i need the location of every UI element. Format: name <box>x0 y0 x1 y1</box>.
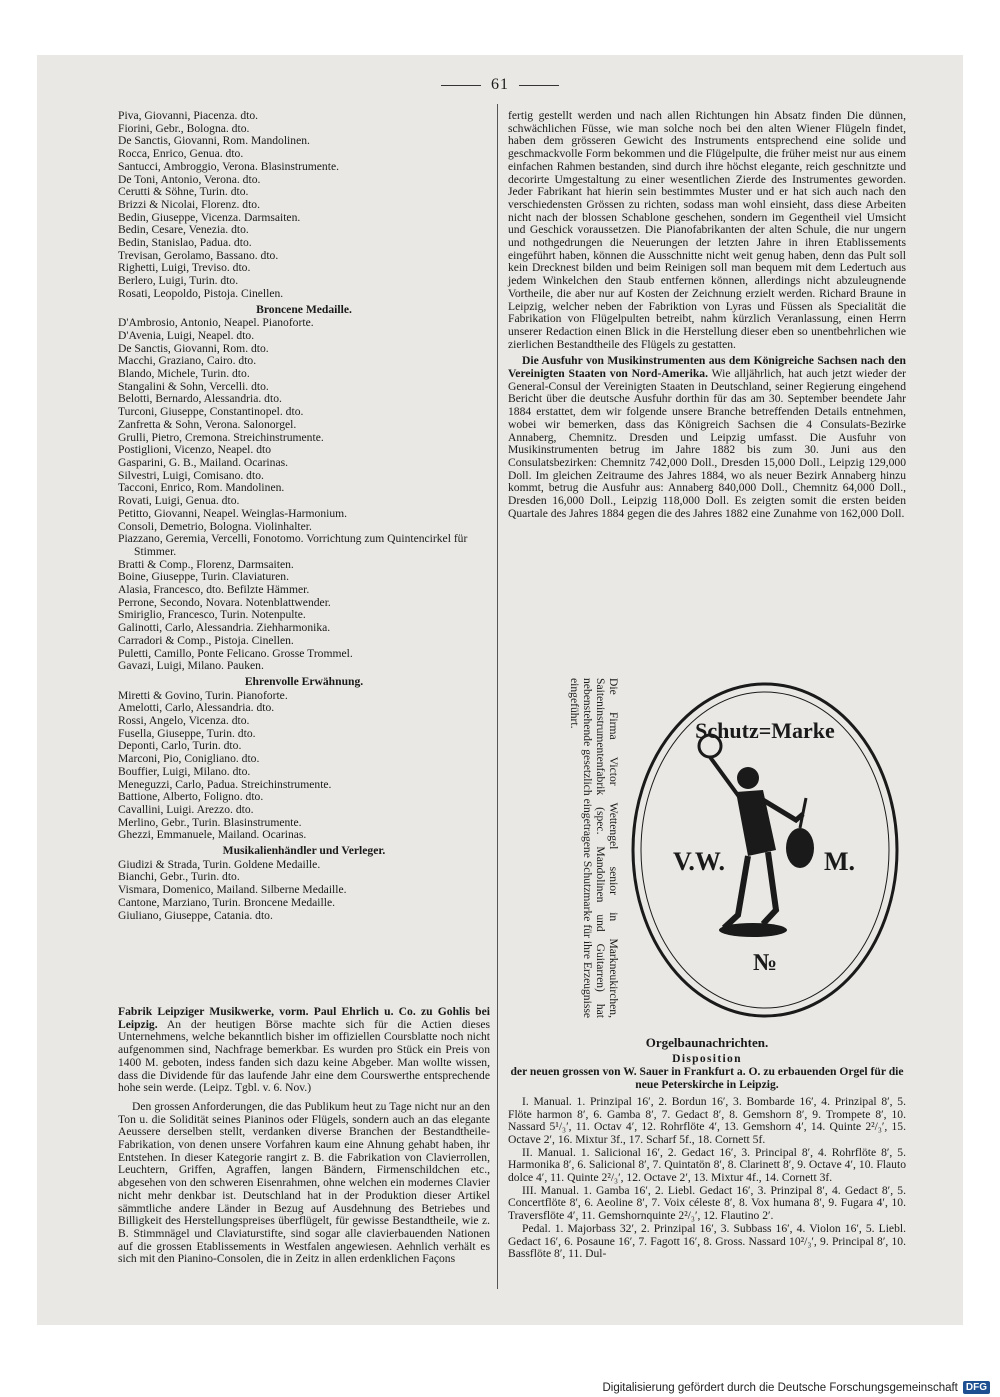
list-item: Bedin, Giuseppe, Vicenza. Darmsaiten. <box>118 211 301 224</box>
section-heading-bronze: Broncene Medaille. <box>256 302 352 316</box>
list-item: Deponti, Carlo, Turin. dto. <box>118 740 242 753</box>
list-item: Meneguzzi, Carlo, Padua. Streichinstrumente. <box>118 778 332 791</box>
orgel-manual-1: I. Manual. 1. Prinzipal 16′, 2. Bordun 16′, 3. Bombarde 16′, 4. Prinzipal 8′, 5. Flöte harmon 8′, 6. Gamba 8′, 7. Gedact 8′, 8. Gemshorn 8′, 9. Trompete 8′, 10. Nassard 5¹/₃′, 11. Octav 4′, 12. Rohrflöte 4′, 13. Gemshorn 4′, 14. Quinte 2²/₃′, 15. Octave 2′, 16. Mixtur 3f., 17. Scharf 5f., 18. Cornett 5f. <box>508 1094 906 1146</box>
list-item: Boine, Giuseppe, Turin. Claviaturen. <box>118 571 289 584</box>
list-item: Turconi, Giuseppe, Constantinopel. dto. <box>118 406 304 419</box>
list-item: Tacconi, Enrico, Rom. Mandolinen. <box>118 482 285 495</box>
dealers-list <box>118 859 490 923</box>
list-item: Petitto, Giovanni, Neapel. Weinglas-Harmonium. <box>118 507 348 520</box>
list-item: Santucci, Ambroggio, Verona. Blasinstrumente. <box>118 160 339 173</box>
orgel-manual-2: II. Manual. 1. Salicional 16′, 2. Gedact 16′, 3. Principal 8′, 4. Rohrflöte 8′, 5. Harmonika 8′, 6. Salicional 8′, 7. Quintatön 8′, 8. Clarinett 8′, 9. Octave 4′, 10. Flauto dolce 4′, 11. Quinte 2²/₃′, 12. Octave 2′, 13. Mixtur 4f., 14. Cornett 3f. <box>508 1145 906 1185</box>
list-item: Bouffier, Luigi, Milano. dto. <box>118 765 251 778</box>
list-item: Consoli, Demetrio, Bologna. Violinhalter. <box>118 520 312 533</box>
list-item: Blando, Michele, Turin. dto. <box>118 368 250 381</box>
fabrik-text: An der heutigen Börse machte sich für die Actien dieses Unternehmens, welche bekanntlich bisher im offiziellen Coursblatte noch nicht aufgenommen sind, Nachfrage bemerkbar. Es wurden pro Stück ein Preis von 1400 M. geboten, indess fanden sich dazu keine Abgeber. Man wollte wissen, dass die Dividende für das laufende Jahr eine dem Courswerthe entsprechende hohe sein werde. (Leipz. Tgbl. v. 6. Nov.) <box>118 1017 490 1095</box>
orgel-intro: der neuen grossen von W. Sauer in Frankfurt a. O. zu erbauenden Orgel für die neue Peterskirche in Leipzig. <box>510 1065 904 1092</box>
list-item: Fusella, Giuseppe, Turin. dto. <box>118 727 256 740</box>
list-item: Rovati, Luigi, Genua. dto. <box>118 495 240 508</box>
list-item: Zanfretta & Sohn, Verona. Salonorgel. <box>118 418 297 431</box>
bronze-list <box>118 317 490 673</box>
left-column <box>118 110 490 922</box>
orgel-heading: Orgelbaunachrichten. <box>645 1035 769 1050</box>
left-column-articles <box>118 1006 490 1266</box>
list-item: Bratti & Comp., Florenz, Darmsaiten. <box>118 558 294 571</box>
ausfuhr-article <box>508 355 906 520</box>
list-item: Amelotti, Carlo, Alessandria. dto. <box>118 702 275 715</box>
column-divider <box>497 104 498 1289</box>
ausfuhr-text: Wie alljährlich, hat auch jetzt wieder der General-Consul der Vereinigten Staaten in Deutschland, seiner Regierung eingehend Bericht über die deutsche Ausfuhr dorthin für das am 30. September beendete Jahr 1884 erstattet, dem wir folgende unsere Branche betreffenden Details entnehmen, wobei wir bemerken, dass das Königreich Sachsen die 4 Consulats-Bezirke Annaberg, Chemnitz. Dresden und Leipzig umfasst. Die Ausfuhr von Musikinstrumenten betrug im Jahre 1882 bis zum 30. Juni aus den Consulatsbezirken: Chemnitz 742,000 Doll., Dresden 15,000 Doll., Leipzig 129,000 Doll. Im gleichen Zeitraume des Jahres 1884, wo als neuer Bezirk Annaberg hinzu kommt, betrug die Ausfuhr aus: Annaberg 840,000 Doll., Chemnitz 64,000 Doll., Dresden 16,000 Doll., Leipzig 118,000 Doll. Es zeigten somit die ersten beiden Quartale des Jahres 1884 gegen die des Jahres 1882 eine Zunahme von 162,000 Doll. <box>508 367 906 520</box>
list-item: Silvestri, Luigi, Comisano. dto. <box>118 469 264 482</box>
list-item: Trevisan, Gerolamo, Bassano. dto. <box>118 249 279 262</box>
orgel-section <box>508 1034 906 1261</box>
list-item: Fiorini, Gebr., Bologna. dto. <box>118 122 250 135</box>
list-item: Gavazi, Luigi, Milano. Pauken. <box>118 660 264 673</box>
seal-number-mark: № <box>752 950 778 976</box>
list-item: Cantone, Marziano, Turin. Broncene Medaille. <box>118 896 336 909</box>
list-item: D'Ambrosio, Antonio, Neapel. Pianoforte. <box>118 317 314 330</box>
list-item: Puletti, Camillo, Ponte Felicano. Grosse Trommel. <box>118 647 353 660</box>
list-item: Gasparini, G. B., Mailand. Ocarinas. <box>118 456 289 469</box>
section-heading-dealers: Musikalienhändler und Verleger. <box>222 844 386 858</box>
orgel-pedal: Pedal. 1. Majorbass 32′, 2. Prinzipal 16′, 3. Subbass 16′, 4. Violon 16′, 5. Liebl. Gedact 16′, 6. Posaune 16′, 7. Fagott 16′, 8. Gross. Nassard 10²/₃′, 9. Principal 8′, 10. Bassflöte 8′, 11. Dul- <box>508 1221 906 1261</box>
fabrik-article <box>118 1006 490 1095</box>
list-item: Rosati, Leopoldo, Pistoja. Cinellen. <box>118 287 284 300</box>
minstrel-figure-icon <box>699 735 814 937</box>
trademark-notice <box>520 678 620 1018</box>
honor-list <box>118 690 490 842</box>
list-item: Bianchi, Gebr., Turin. dto. <box>118 871 240 884</box>
trademark-notice-text: Die Firma Victor Wettengel senior in Markneukirchen, Saiteninstrumentenfabrik (spec. Mandolinen und Guitarren) hat nebenstehende gesetzlich eingetragene Schutzmarke für ihre Erzeugnisse eingeführt. <box>568 678 620 1018</box>
right-column <box>508 110 906 521</box>
exhibitor-list <box>118 110 490 301</box>
fabrik-lead: Fabrik Leipziger Musikwerke, vorm. Paul Ehrlich u. Co. zu Gohlis bei Leipzig. <box>118 1005 490 1031</box>
seal-initials-left: V.W. <box>673 847 726 876</box>
list-item: Macchi, Graziano, Cairo. dto. <box>118 355 257 368</box>
list-item: Vismara, Domenico, Mailand. Silberne Medaille. <box>118 884 347 897</box>
anforderungen-article: Den grossen Anforderungen, die das Publikum heut zu Tage nicht nur an den Ton u. die Solidität seines Pianinos oder Flügels, sondern auch an das elegante Aeussere derselben stellt, verdanken diverse Branchen der Bestandtheile-Fabrikation, von denen unsere Vorfahren kaum eine Ahnung gehabt haben, ihr Entstehen. In dieser Kategorie rangirt z. B. die Fabrikation von Clavierrollen, Leuchtern, Griffen, Agraffen, langen Bändern, Firmenschildchen etc., abgesehen von den schweren Eisenrahmen, ohne welchen ein modernes Clavier nicht mehr denkbar ist. Deutschland hat in der Produktion dieser Artikel sämmtliche andere Länder in Bezug auf Ausdehnung des Betriebes und Billigkeit des Herstellungspreises überflügelt, für gewisse Bestandtheile, wie z. B. Stimmnägel und Claviaturstifte, sind sogar alle clavierbauenden Nationen auf die grossen Etablissements in Westfalen angewiesen. Aehnlich verhält es sich mit den Pianino-Consolen, die in Zeitz in allen erdenklichen Façons <box>118 1099 490 1266</box>
list-item: Giuliano, Giuseppe, Catania. dto. <box>118 909 273 922</box>
list-item: Piazzano, Geremia, Vercelli, Fonotomo. Vorrichtung zum Quintencirkel für Stimmer. <box>118 533 468 558</box>
list-item: Righetti, Luigi, Treviso. dto. <box>118 262 251 275</box>
list-item: Cerutti & Söhne, Turin. dto. <box>118 186 249 199</box>
list-item: Belotti, Bernardo, Alessandria. dto. <box>118 393 282 406</box>
list-item: Rocca, Enrico, Genua. dto. <box>118 148 244 161</box>
list-item: Ghezzi, Emmanuele, Mailand. Ocarinas. <box>118 829 307 842</box>
list-item: De Toni, Antonio, Verona. dto. <box>118 173 261 186</box>
list-item: Galinotti, Carlo, Alessandria. Ziehharmonika. <box>118 622 331 635</box>
seal-title: Schutz=Marke <box>695 718 835 743</box>
list-item: De Sanctis, Giovanni, Rom. Mandolinen. <box>118 135 310 148</box>
trademark-seal <box>628 680 903 1020</box>
list-item: Carradori & Comp., Pistoja. Cinellen. <box>118 634 294 647</box>
list-item: Perrone, Secondo, Novara. Notenblattwender. <box>118 596 331 609</box>
ausfuhr-lead: Die Ausfuhr von Musikinstrumenten aus dem Königreiche Sachsen nach den Vereinigten Staaten von Nord-Amerika. <box>508 354 906 381</box>
seal-initial-right: M. <box>824 847 856 876</box>
list-item: Piva, Giovanni, Piacenza. dto. <box>118 110 259 122</box>
orgel-manual-3: III. Manual. 1. Gamba 16′, 2. Liebl. Gedact 16′, 3. Prinzipal 8′, 4. Gedact 8′, 5. Concertflöte 8′, 6. Aeoline 8′, 7. Voix céleste 8′, 8. Vox humana 8′, 9. Fugara 4′, 10. Traversflöte 4′, 11. Gemshornquinte 2²/₃′, 12. Flautino 2′. <box>508 1183 906 1223</box>
list-item: Alasia, Francesco, dto. Befilzte Hämmer. <box>118 584 310 597</box>
page-number: 61 <box>0 76 1000 94</box>
list-item: Smiriglio, Francesco, Turin. Notenpulte. <box>118 609 306 622</box>
intro-paragraph: fertig gestellt werden und nach allen Richtungen hin Absatz finden Die dünnen, schwächlichen Füsse, wie man solche noch bei den alten Wiener Flügeln findet, haben dem grösseren Gewicht des Instruments entsprechend eine solide und geschmackvolle Form bekommen und die Flügelpulte, die früher meist nur aus einem einfachen Rahmen bestanden, sind durch ihre höchst elegante, reich geschnitzte und decorirte Umgestaltung zu einer wesentlichen Zierde des Instrumentes geworden. Jeder Fabrikant hat hierin sein bestimmtes Muster und er hat sich auch nach den verschiedensten Grössen zu richten, sodass man wohl einsieht, dass diese Arbeiten nicht nach der blossen Schablone geschehen, sondern im Gegentheil viel Umsicht und Geschick voraussetzen. Die Pianofabrikanten der alten Schule, die nur ungern und nothgedrungen die Neuerungen der letzten Jahre in ihren Etablissements eingeführt haben, können die Ausschnitte nicht weit genug haben, denn das Pult soll kein Drecknest bilden und beim Reinigen soll man bequem mit dem Ledertuch aus jedem Winkelchen den Staub entfernen können, allerdings nicht abzuleugnende Vortheile, die aber nur auf Kosten der Zeichnung erzielt werden. Richard Braune in Leipzig, welcher neben der Fabriktion von Lyras und Füssen als Specialität die Fabrikation von Flügelpulten betreibt, nahm kürzlich Veranlassung, einen Herrn unserer Redaction einen Blick in die Herstellung dieser eben so unentbehrlichen wie zierlichen Bestandtheile des Flügels zu gestatten. <box>508 109 906 351</box>
list-item: Bedin, Cesare, Venezia. dto. <box>118 224 249 237</box>
list-item: Marconi, Pio, Conigliano. dto. <box>118 753 260 766</box>
list-item: Giudizi & Strada, Turin. Goldene Medaille. <box>118 858 321 871</box>
list-item: Berlero, Luigi, Turin. dto. <box>118 275 239 288</box>
list-item: Rossi, Angelo, Vicenza. dto. <box>118 715 250 728</box>
dfg-logo: DFG <box>963 1381 990 1394</box>
section-heading-honor: Ehrenvolle Erwähnung. <box>244 674 364 688</box>
list-item: D'Avenia, Luigi, Neapel. dto. <box>118 329 255 342</box>
list-item: Merlino, Gebr., Turin. Blasinstrumente. <box>118 816 302 829</box>
list-item: De Sanctis, Giovanni, Rom. dto. <box>118 342 269 355</box>
list-item: Grulli, Pietro, Cremona. Streichinstrumente. <box>118 431 324 444</box>
list-item: Postiglioni, Vicenzo, Neapel. dto <box>118 444 272 457</box>
list-item: Battione, Alberto, Foligno. dto. <box>118 791 264 804</box>
footer-credit: Digitalisierung gefördert durch die Deutsche Forschungsgemeinschaft <box>602 1381 958 1394</box>
list-item: Bedin, Stanislao, Padua. dto. <box>118 237 252 250</box>
list-item: Miretti & Govino, Turin. Pianoforte. <box>118 689 288 702</box>
orgel-subheading: Disposition <box>672 1051 742 1065</box>
list-item: Stangalini & Sohn, Vercelli. dto. <box>118 380 269 393</box>
list-item: Cavallini, Luigi. Arezzo. dto. <box>118 803 254 816</box>
list-item: Brizzi & Nicolai, Florenz. dto. <box>118 198 260 211</box>
footer <box>602 1381 990 1394</box>
